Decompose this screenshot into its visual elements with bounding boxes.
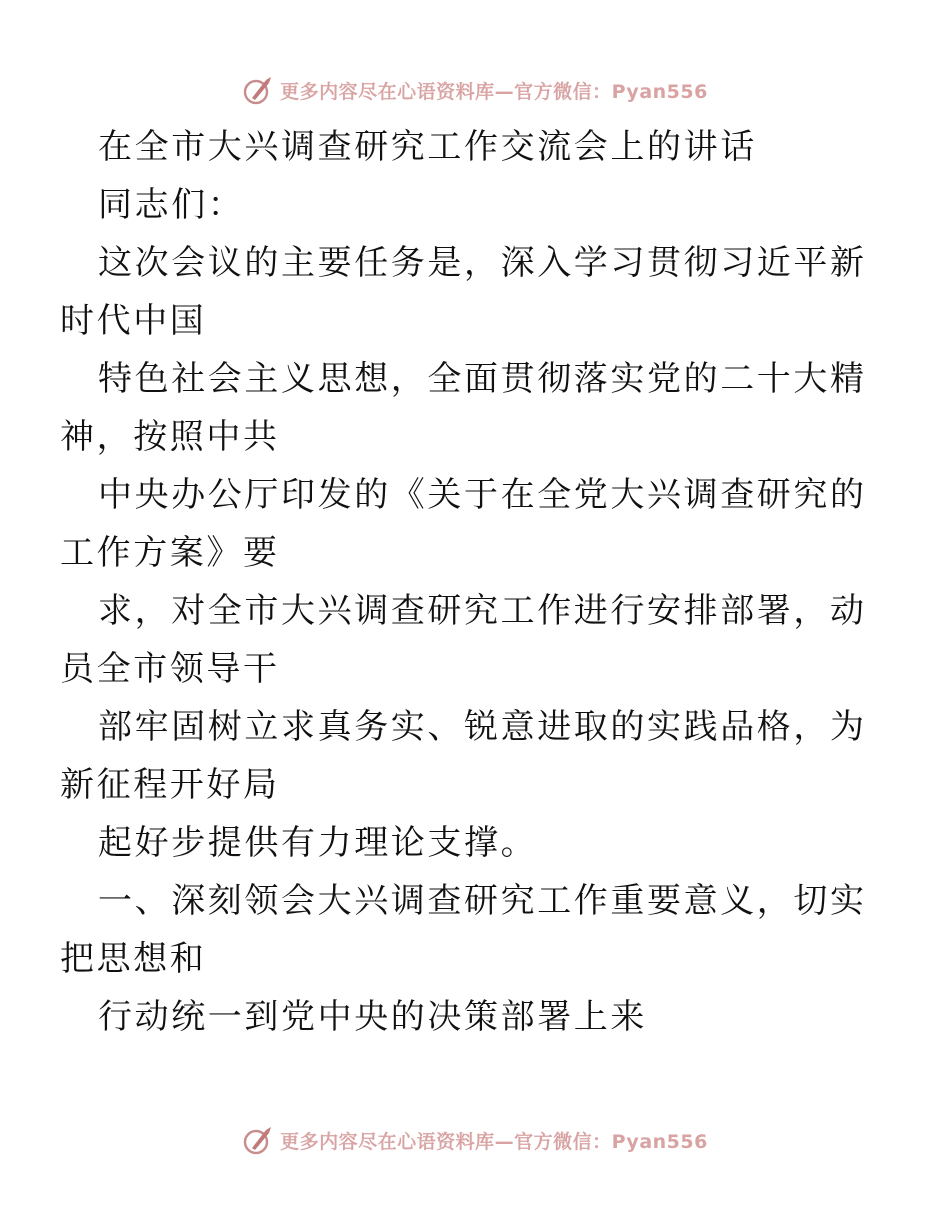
quill-logo-icon: [242, 74, 274, 106]
document-body: [60, 118, 867, 1046]
paragraph: [60, 582, 867, 698]
text-line: 部牢固树立求真务实、锐意进取的实践品格，为: [98, 707, 867, 747]
watermark-text: 更多内容尽在心语资料库—官方微信：Pyan556: [280, 80, 708, 103]
text-line: 行动统一到党中央的决策部署上来: [98, 997, 647, 1037]
paragraph: [60, 698, 867, 814]
text-line: 特色社会主义思想，全面贯彻落实党的二十大精: [98, 359, 867, 399]
watermark-header: [0, 70, 950, 110]
text-line: 中央办公厅印发的《关于在全党大兴调查研究的: [98, 475, 867, 515]
paragraph: [98, 814, 858, 872]
text-line-wrap: 神，按照中共: [60, 417, 280, 457]
text-line-wrap: 时代中国: [60, 301, 207, 341]
document-title: [98, 118, 858, 176]
text-line: 同志们：: [98, 185, 245, 225]
salutation: [98, 176, 858, 234]
watermark-footer: [0, 1120, 950, 1160]
text-line-wrap: 员全市领导干: [60, 649, 280, 689]
text-line-wrap: 工作方案》要: [60, 533, 280, 573]
section-heading-continued: [98, 988, 858, 1046]
text-line: 求，对全市大兴调查研究工作进行安排部署，动: [98, 591, 867, 631]
section-heading: [60, 872, 867, 988]
text-line-wrap: 把思想和: [60, 939, 207, 979]
text-line: 这次会议的主要任务是，深入学习贯彻习近平新: [98, 243, 867, 283]
text-line: 一、深刻领会大兴调查研究工作重要意义，切实: [98, 881, 867, 921]
text-line: 在全市大兴调查研究工作交流会上的讲话: [98, 127, 757, 167]
paragraph: [60, 350, 867, 466]
watermark-text: 更多内容尽在心语资料库—官方微信：Pyan556: [280, 1130, 708, 1153]
paragraph: [60, 234, 867, 350]
text-line-wrap: 新征程开好局: [60, 765, 280, 805]
text-line: 起好步提供有力理论支撑。: [98, 823, 538, 863]
quill-logo-icon: [242, 1124, 274, 1156]
paragraph: [60, 466, 867, 582]
